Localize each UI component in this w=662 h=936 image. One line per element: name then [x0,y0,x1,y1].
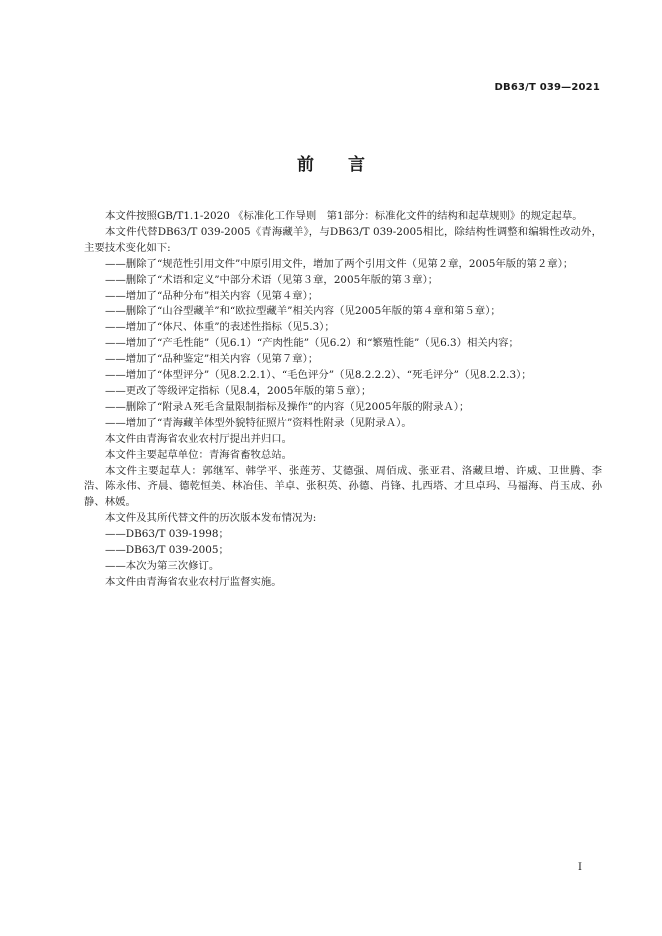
list-item: ——DB63/T 039-2005； [105,544,229,557]
paragraph-proposer: 本文件由青海省农业农村厅提出并归口。 [105,432,293,445]
list-item: ——增加了“体尺、体重”的表述性指标（见5.3）； [105,321,335,334]
history-list [84,527,602,575]
list-item: ——删除了“术语和定义”中部分术语（见第３章，2005年版的第３章）； [105,273,439,286]
list-item: ——增加了“青海藏羊体型外貌特征照片”资料性附录（见附录Ａ）。 [105,416,412,429]
document-code: DB63/T 039—2021 [494,82,600,93]
list-item: ——增加了“品种鉴定”相关内容（见第７章）； [105,353,319,366]
paragraph-history-intro: 本文件及其所代替文件的历次版本发布情况为: [105,512,317,525]
list-item: ——删除了“规范性引用文件”中原引用文件，增加了两个引用文件（见第２章，2005年版的第２章）； [105,257,574,270]
list-item: ——本次为第三次修订。 [105,559,220,572]
list-item: ——增加了“体型评分”（见8.2.2.1）、“毛色评分”（见8.2.2.2）、“死毛评分”（见8.2.2.3）； [105,369,532,382]
paragraph-drafting-unit: 本文件主要起草单位：青海省畜牧总站。 [105,448,293,461]
list-item: ——DB63/T 039-1998； [105,528,229,541]
paragraph-replacement: 本文件代替DB63/T 039-2005《青海藏羊》，与DB63/T 039-2005相比，除结构性调整和编辑性改动外，主要技术变化如下: [84,225,602,254]
list-item: ——删除了“附录Ａ死毛含量限制指标及操作”的内容（见2005年版的附录Ａ）； [105,400,470,413]
paragraph-drafters: 本文件主要起草人：郭继军、韩学平、张莲芳、艾德强、周佰成、张亚君、洛藏旦增、许威、卫世腾、李浩、陈永伟、齐晨、德乾恒美、林冶佳、羊卓、张积英、孙德、肖锋、扎西塔、才旦卓玛、马福海、肖玉成、孙静、林媛。 [84,464,602,509]
paragraph-supervision: 本文件由青海省农业农村厅监督实施。 [105,575,282,588]
list-item: ——增加了“产毛性能”（见6.1）“产肉性能”（见6.2）和“繁殖性能”（见6.3）相关内容； [105,337,519,350]
changes-list [84,257,602,432]
list-item: ——更改了等级评定指标（见8.4，2005年版的第５章）； [105,384,372,397]
page-number: I [578,862,582,873]
page-title: 前言 [297,155,399,175]
paragraph-drafting-rules: 本文件按照GB/T1.1-2020 《标准化工作导则 第1部分：标准化文件的结构和起草规则》的规定起草。 [105,210,583,222]
foreword-body [84,209,602,591]
list-item: ——增加了“品种分布”相关内容（见第４章）； [105,289,319,302]
list-item: ——删除了“山谷型藏羊”和“欧拉型藏羊”相关内容（见2005年版的第４章和第５章）； [105,305,501,318]
